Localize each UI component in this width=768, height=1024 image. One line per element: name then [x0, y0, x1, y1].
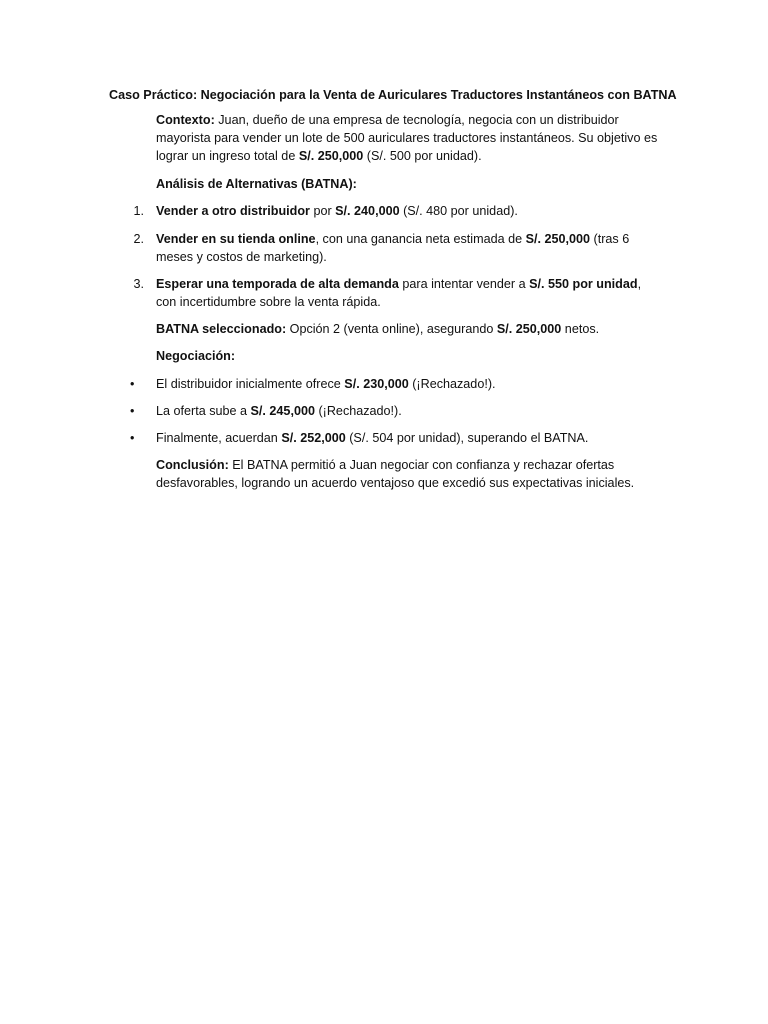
negotiation-amount-2: S/. 245,000	[250, 404, 315, 418]
batna-text-end: netos.	[561, 322, 600, 336]
negotiation-heading: Negociación:	[156, 349, 236, 363]
negotiation-bullet-3: •	[130, 431, 135, 445]
negotiation-amount-3: S/. 252,000	[281, 431, 346, 445]
negotiation-item-2	[156, 402, 661, 420]
alternative-marker-3: 3.	[133, 277, 144, 291]
negotiation-text-3: Finalmente, acuerdan	[156, 431, 282, 445]
context-text: Juan, dueño de una empresa de tecnología, negocia con un distribuidor mayorista para vender un lote de 500 auriculares traductores instantáneos. Su objetivo es lograr un ingreso total de	[156, 113, 658, 163]
alternative-text-end-2: (tras 6 meses y costos de marketing).	[156, 232, 630, 264]
conclusion-text: El BATNA permitió a Juan negociar con confianza y rechazar ofertas desfavorables, logrando un acuerdo ventajoso que excedió sus expectativas iniciales.	[156, 458, 635, 490]
negotiation-text-2: La oferta sube a	[156, 404, 251, 418]
negotiation-text-end-1: (¡Rechazado!).	[408, 377, 496, 391]
conclusion-label: Conclusión:	[156, 458, 229, 472]
alternative-marker-1: 1.	[133, 204, 144, 218]
alternative-amount-3: S/. 550 por unidad	[529, 277, 638, 291]
batna-paragraph	[156, 320, 661, 338]
alternative-text-1: por	[309, 204, 336, 218]
negotiation-amount-1: S/. 230,000	[344, 377, 409, 391]
negotiation-item-1	[156, 375, 661, 393]
batna-amount: S/. 250,000	[496, 322, 562, 336]
alternative-title-2: Vender en su tienda online	[156, 232, 316, 246]
alternative-amount-1: S/. 240,000	[335, 204, 400, 218]
negotiation-bullet-1: •	[130, 377, 135, 391]
analysis-heading: Análisis de Alternativas (BATNA):	[156, 177, 357, 191]
document-title: Caso Práctico: Negociación para la Venta de Auriculares Traductores Instantáneos con BATNA	[109, 88, 677, 102]
context-label: Contexto:	[156, 113, 215, 127]
context-paragraph	[156, 111, 661, 165]
alternative-text-end-3: , con incertidumbre sobre la venta rápida.	[156, 277, 642, 309]
conclusion-paragraph	[156, 456, 661, 492]
context-amount: S/. 250,000	[298, 149, 364, 163]
alternative-amount-2: S/. 250,000	[525, 232, 591, 246]
negotiation-text-end-3: (S/. 504 por unidad), superando el BATNA.	[345, 431, 589, 445]
batna-label: BATNA seleccionado:	[156, 322, 287, 336]
negotiation-item-3	[156, 429, 661, 447]
alternative-text-2: , con una ganancia neta estimada de	[315, 232, 526, 246]
batna-text: Opción 2 (venta online), asegurando	[286, 322, 497, 336]
alternative-text-3: para intentar vender a	[398, 277, 530, 291]
negotiation-text-1: El distribuidor inicialmente ofrece	[156, 377, 345, 391]
alternative-text-end-1: (S/. 480 por unidad).	[399, 204, 518, 218]
context-text-end: (S/. 500 por unidad).	[363, 149, 482, 163]
alternative-item-3	[156, 275, 661, 311]
alternative-marker-2: 2.	[133, 232, 144, 246]
alternative-title-3: Esperar una temporada de alta demanda	[156, 277, 399, 291]
alternative-item-1	[156, 202, 661, 220]
alternative-item-2	[156, 230, 661, 266]
negotiation-text-end-2: (¡Rechazado!).	[314, 404, 402, 418]
alternative-title-1: Vender a otro distribuidor	[156, 204, 310, 218]
negotiation-bullet-2: •	[130, 404, 135, 418]
